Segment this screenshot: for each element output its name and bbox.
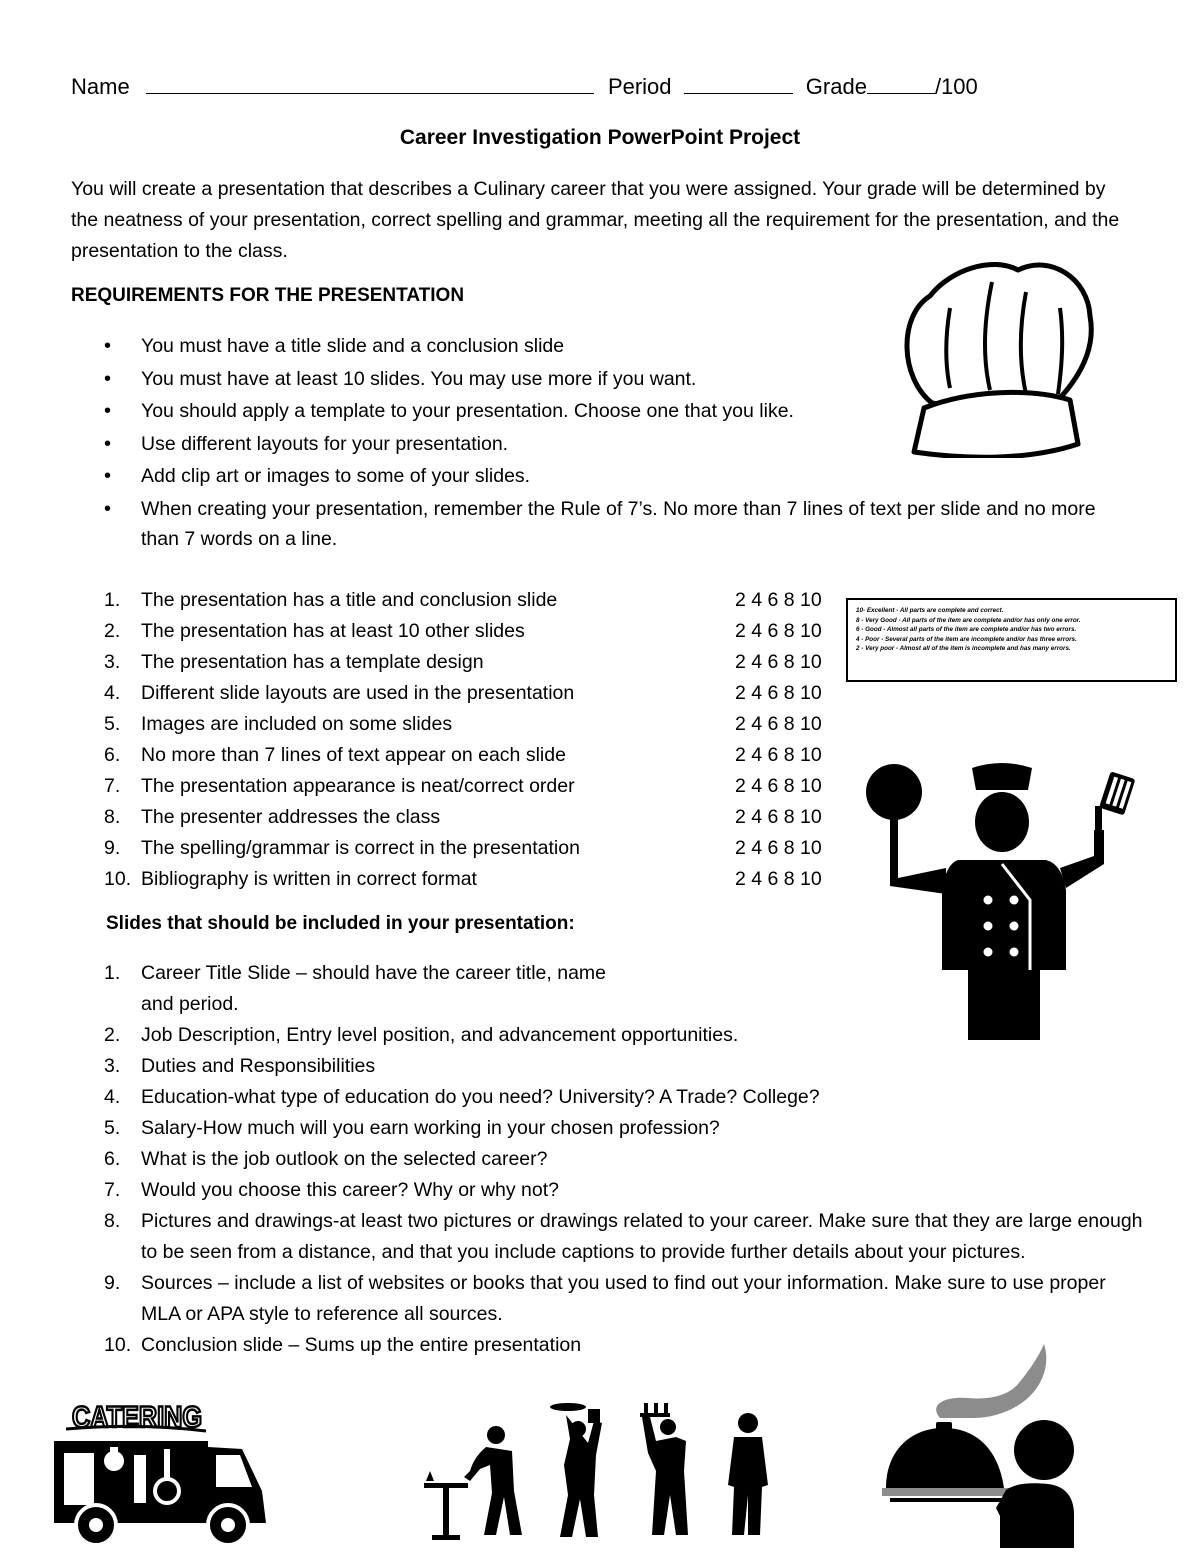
slide-description: Would you choose this career? Why or why not? [141, 1179, 560, 1201]
slides-heading: Slides that should be included in your presentation: [106, 913, 575, 934]
slide-description: Pictures and drawings-at least two pictures or drawings related to your career. Make sure that they are large enough to be seen from a distance, and that you include captions to provide further details about your pictures. [141, 1210, 1143, 1263]
name-label: Name [71, 74, 130, 99]
rubric-row [104, 678, 844, 709]
serving-cloche-icon [878, 1338, 1078, 1548]
slide-description: Education-what type of education do you need? University? A Trade? College? [141, 1086, 820, 1108]
list-item [104, 1268, 1144, 1330]
rubric-row [104, 709, 844, 740]
rubric-points: 2 4 6 8 10 [735, 682, 822, 704]
header-fields [71, 74, 978, 100]
grade-blank[interactable] [867, 75, 935, 94]
truck-sign-text: CATERING [72, 1401, 202, 1434]
rubric-row [104, 647, 844, 678]
slide-description: What is the job outlook on the selected career? [141, 1148, 548, 1170]
rubric-number: 9. [104, 837, 121, 859]
rubric-points: 2 4 6 8 10 [735, 868, 822, 890]
slide-number: 1. [104, 962, 121, 984]
intro-paragraph: You will create a presentation that describes a Culinary career that you were assigned. Your grade will be determined by the neatness of your presentation, correct spelling and grammar, meeting all the requirement for the presentation, and the presentation to the class. [71, 178, 1120, 262]
rubric-row [104, 771, 844, 802]
rubric-number: 1. [104, 589, 121, 611]
requirements-heading: REQUIREMENTS FOR THE PRESENTATION [71, 285, 465, 306]
list-item: • Use different layouts for your presentation. [104, 429, 1134, 459]
rubric-criterion: The presentation appearance is neat/correct order [141, 775, 575, 797]
slide-number: 3. [104, 1055, 121, 1077]
rubric-row [104, 585, 844, 616]
grade-total: /100 [934, 74, 978, 99]
rubric-criterion: The presenter addresses the class [141, 806, 441, 828]
slide-description: Duties and Responsibilities [141, 1055, 376, 1077]
rubric-points: 2 4 6 8 10 [735, 620, 822, 642]
chef-silhouette-icon [862, 760, 1142, 1045]
slide-description: Career Title Slide – should have the career title, name and period. [141, 962, 607, 1015]
grading-scale-line: 6 - Good - Almost all parts of the item are complete and/or has two errors. [856, 626, 1077, 633]
catering-truck-icon [44, 1395, 274, 1550]
rubric-row [104, 616, 844, 647]
rubric-number: 7. [104, 775, 121, 797]
rubric-number: 2. [104, 620, 121, 642]
slide-description: Salary-How much will you earn working in your chosen profession? [141, 1117, 720, 1139]
slide-number: 8. [104, 1210, 121, 1232]
period-label: Period [607, 74, 672, 99]
grading-scale-line: 2 - Very poor - Almost all of the item is incomplete and has many errors. [856, 645, 1071, 652]
rubric-points: 2 4 6 8 10 [735, 837, 822, 859]
slide-number: 4. [104, 1086, 121, 1108]
slide-description: Conclusion slide – Sums up the entire presentation [141, 1334, 582, 1356]
rubric-row [104, 740, 844, 771]
list-item [104, 1051, 1144, 1082]
slide-description: Sources – include a list of websites or books that you used to find out your information. Make sure to use proper MLA or APA style to reference all sources. [141, 1272, 1106, 1325]
rubric-list [104, 585, 844, 895]
rubric-number: 5. [104, 713, 121, 735]
slide-number: 2. [104, 1024, 121, 1046]
list-item: • When creating your presentation, remember the Rule of 7’s. No more than 7 lines of text per slide and no more than 7 words on a line. [104, 494, 1134, 554]
rubric-criterion: The presentation has at least 10 other slides [141, 620, 525, 642]
list-item [104, 1082, 1144, 1113]
waiters-silhouette-icon [418, 1395, 778, 1545]
slide-number: 7. [104, 1179, 121, 1201]
grading-scale-line: 10- Excellent - All parts are complete and correct. [856, 607, 1004, 614]
rubric-points: 2 4 6 8 10 [735, 713, 822, 735]
rubric-points: 2 4 6 8 10 [735, 775, 822, 797]
rubric-points: 2 4 6 8 10 [735, 744, 822, 766]
rubric-points: 2 4 6 8 10 [735, 806, 822, 828]
grade-label: Grade [805, 74, 867, 99]
list-item [104, 1206, 1144, 1268]
rubric-criterion: The presentation has a title and conclusion slide [141, 589, 558, 611]
list-item: • You must have a title slide and a conclusion slide [104, 331, 1134, 361]
rubric-number: 4. [104, 682, 121, 704]
period-blank[interactable] [684, 75, 793, 94]
list-item: • You must have at least 10 slides. You may use more if you want. [104, 364, 1134, 394]
rubric-criterion: Different slide layouts are used in the presentation [141, 682, 575, 704]
slide-description: Job Description, Entry level position, and advancement opportunities. [141, 1024, 739, 1046]
list-item [104, 1113, 1144, 1144]
rubric-number: 3. [104, 651, 121, 673]
list-item [104, 1175, 1144, 1206]
rubric-row [104, 833, 844, 864]
rubric-criterion: Bibliography is written in correct format [141, 868, 477, 890]
name-blank[interactable] [146, 75, 594, 94]
list-item: • Add clip art or images to some of your slides. [104, 461, 1134, 491]
rubric-criterion: No more than 7 lines of text appear on each slide [141, 744, 566, 766]
page-title: Career Investigation PowerPoint Project [399, 126, 801, 149]
list-item [104, 1144, 1144, 1175]
slide-number: 10. [104, 1334, 132, 1356]
grading-scale-line: 4 - Poor - Several parts of the item are incomplete and/or has three errors. [856, 635, 1077, 643]
list-item: • You should apply a template to your presentation. Choose one that you like. [104, 396, 1134, 426]
rubric-number: 6. [104, 744, 121, 766]
rubric-row [104, 864, 844, 895]
slide-number: 6. [104, 1148, 121, 1170]
rubric-criterion: Images are included on some slides [141, 713, 453, 735]
slide-number: 9. [104, 1272, 121, 1294]
slide-number: 5. [104, 1117, 121, 1139]
chef-hat-icon [900, 248, 1100, 458]
rubric-row [104, 802, 844, 833]
grading-scale-box [846, 598, 1177, 682]
rubric-points: 2 4 6 8 10 [735, 651, 822, 673]
rubric-criterion: The presentation has a template design [141, 651, 484, 673]
rubric-points: 2 4 6 8 10 [735, 589, 822, 611]
rubric-number: 10. [104, 868, 132, 890]
grading-scale-line: 8 - Very Good - All parts of the item are complete and/or has only one error. [856, 616, 1081, 624]
rubric-criterion: The spelling/grammar is correct in the presentation [141, 837, 580, 859]
rubric-number: 8. [104, 806, 121, 828]
